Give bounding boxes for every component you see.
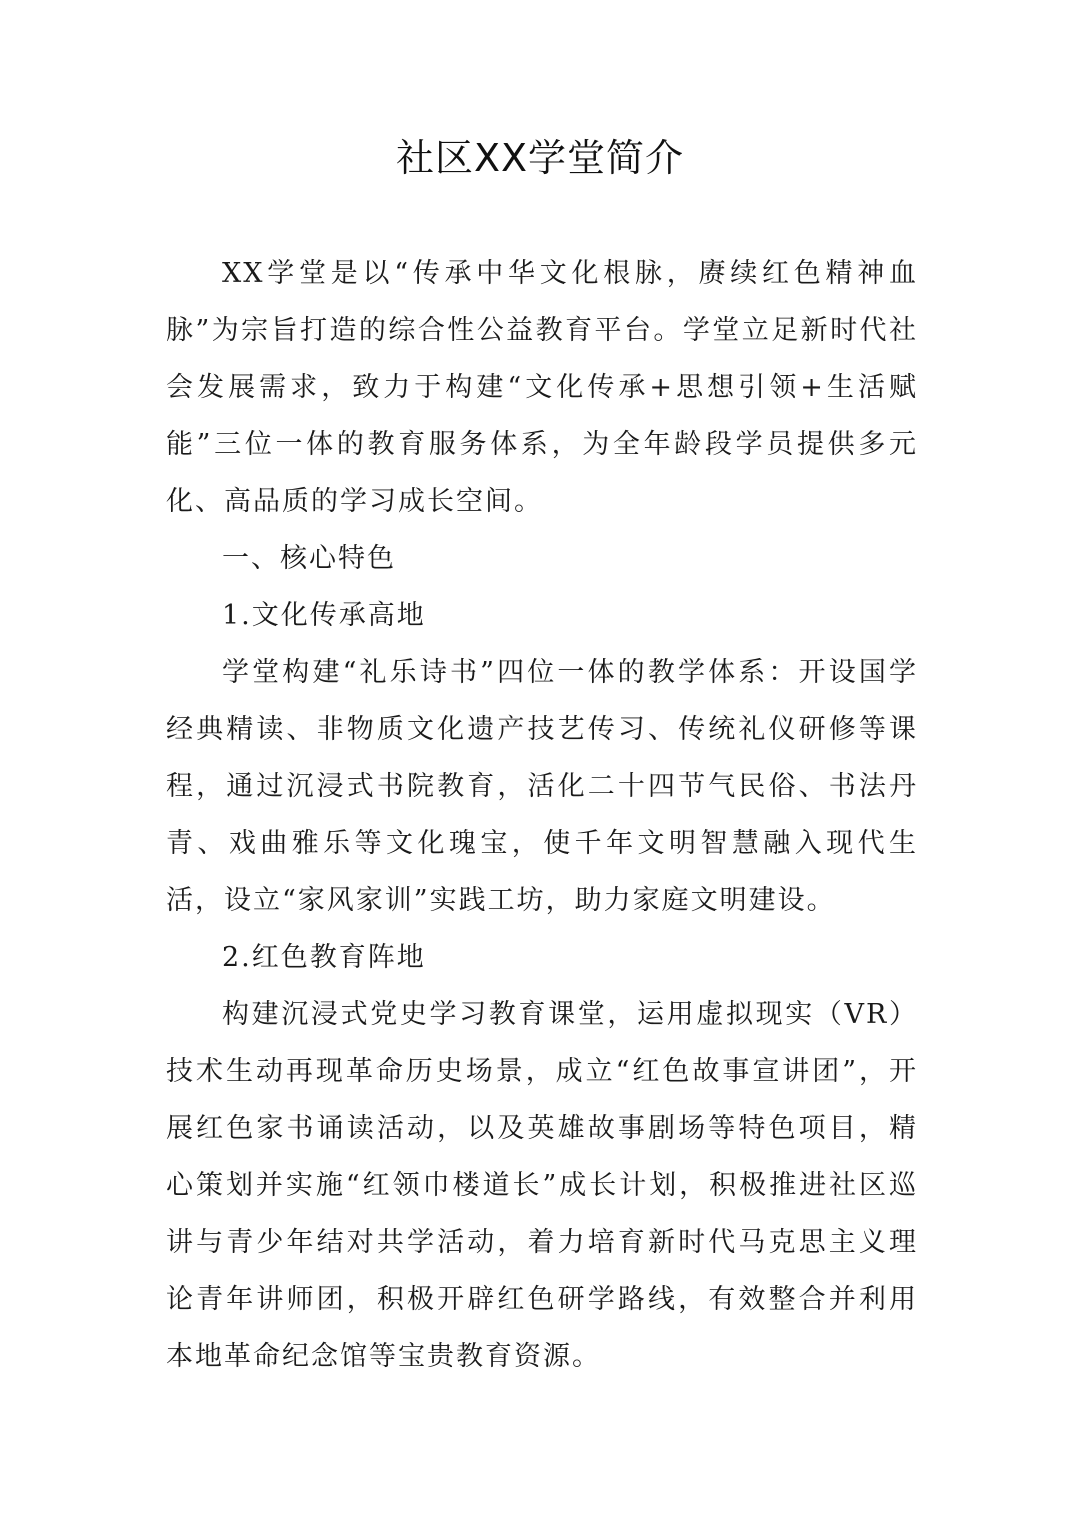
subsection-paragraph-1: 学堂构建“礼乐诗书”四位一体的教学体系：开设国学经典精读、非物质文化遗产技艺传习、传统礼仪研修等课程，通过沉浸式书院教育，活化二十四节气民俗、书法丹青、戏曲雅乐等文化瑰宝，使千年文明智慧融入现代生活，设立“家风家训”实践工坊，助力家庭文明建设。 — [166, 657, 918, 916]
subsection-paragraph-2: 构建沉浸式党史学习教育课堂，运用虚拟现实（VR）技术生动再现革命历史场景，成立“红色故事宣讲团”，开展红色家书诵读活动，以及英雄故事剧场等特色项目，精心策划并实施“红领巾楼道长”成长计划，积极推进社区巡讲与青少年结对共学活动，着力培育新时代马克思主义理论青年讲师团，积极开辟红色研学路线，有效整合并利用本地革命纪念馆等宝贵教育资源。 — [166, 999, 918, 1372]
intro-paragraph: XX学堂是以“传承中华文化根脉，赓续红色精神血脉”为宗旨打造的综合性公益教育平台。学堂立足新时代社会发展需求，致力于构建“文化传承+思想引领+生活赋能”三位一体的教育服务体系，为全年龄段学员提供多元化、高品质的学习成长空间。 — [166, 258, 918, 517]
subsection-heading-1: 1.文化传承高地 — [222, 600, 426, 631]
subsection-heading-2: 2.红色教育阵地 — [222, 942, 426, 973]
document-body — [166, 245, 918, 1385]
document-title: 社区XX学堂简介 — [395, 136, 685, 180]
section-heading: 一、核心特色 — [222, 543, 396, 574]
